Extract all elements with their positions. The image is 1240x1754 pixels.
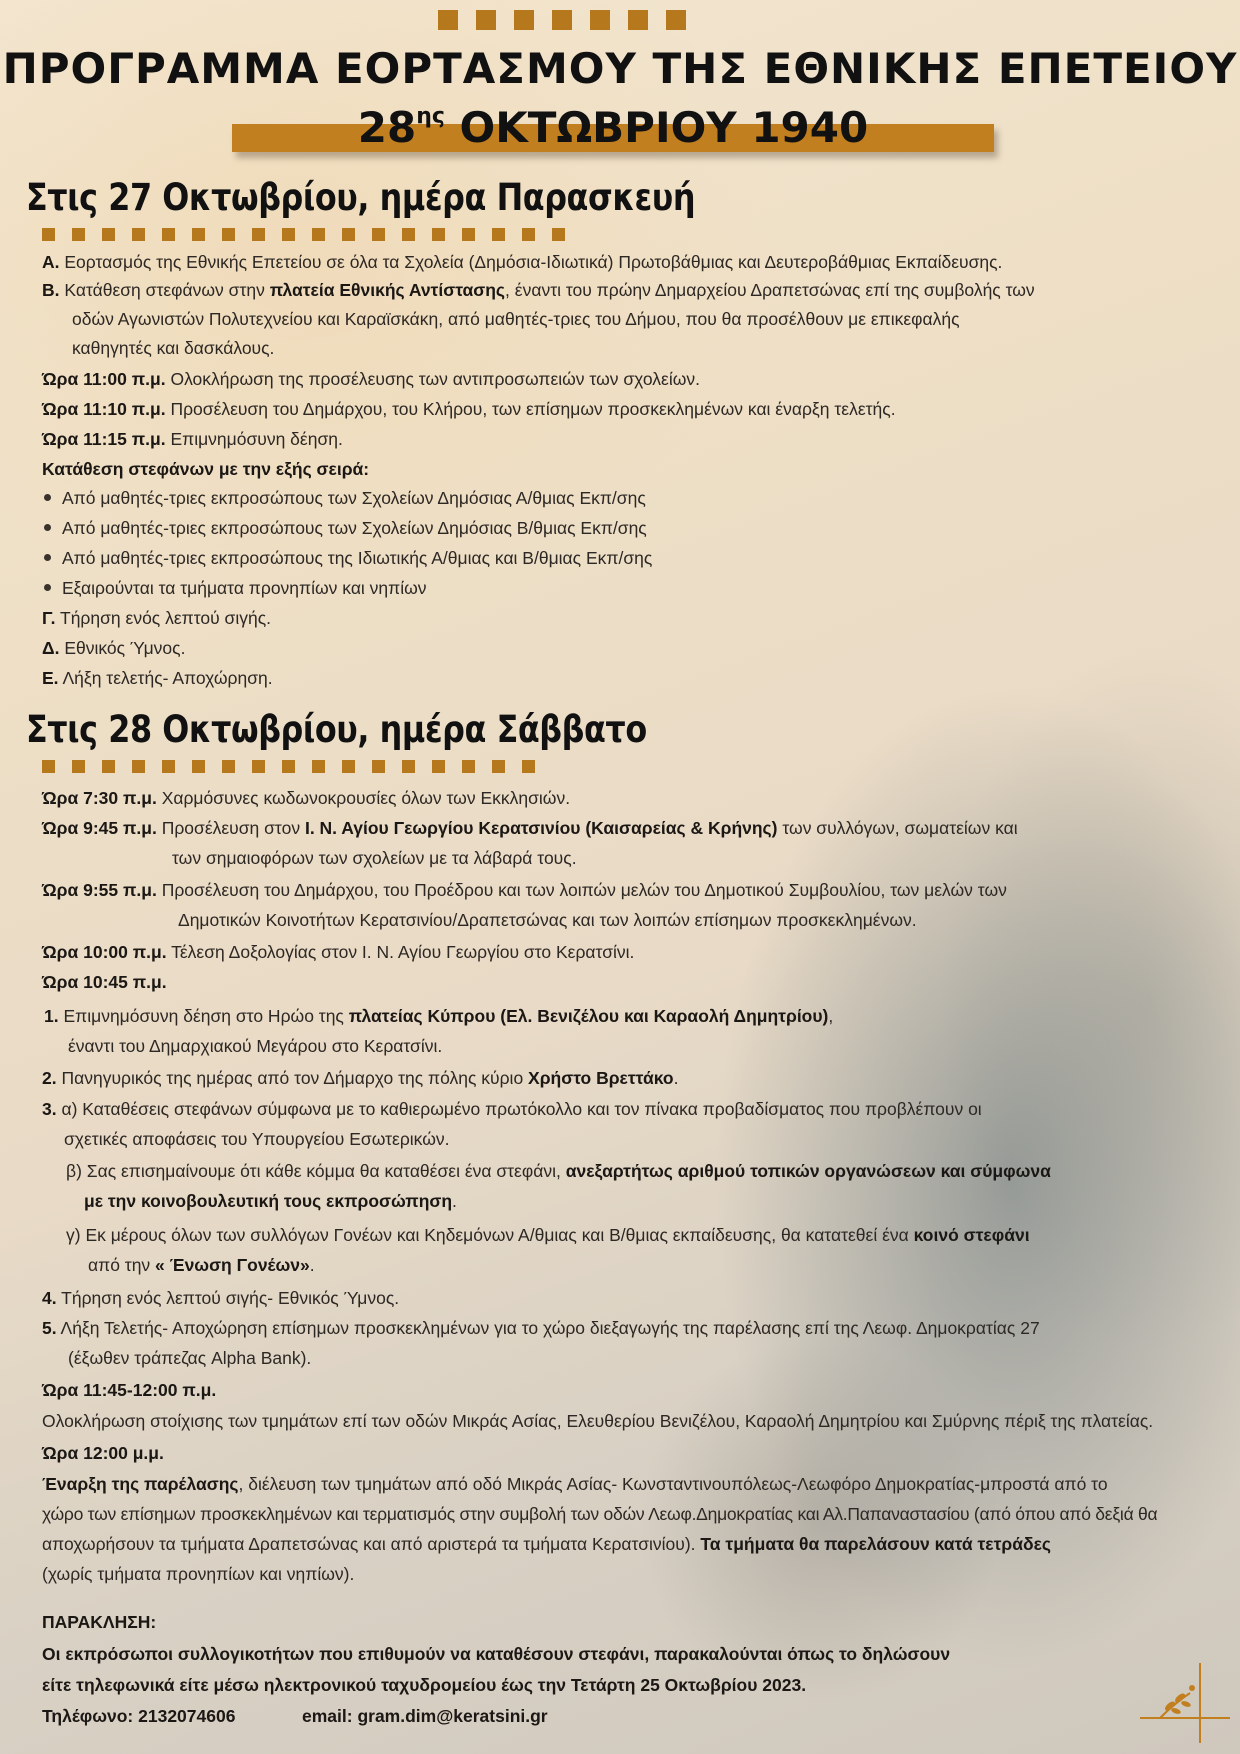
day1-time-3: Ώρα 11:15 π.μ. Επιμνημόσυνη δέηση. (42, 429, 343, 449)
day1-item-e: Ε. Λήξη τελετής- Αποχώρηση. (42, 668, 273, 688)
day2-time-7-line2: χώρο των επίσημων προσκεκλημένων και τερματισμός στην συμβολή των οδών Λεωφ.Δημοκρατίας και Αλ.Παπαναστασίου (από όπου από δεξιά θα (42, 1504, 1158, 1524)
day2-time-7-line3: αποχωρήσουν τα τμήματα Δραπετσώνας και από αριστερά τα τμήματα Κερατσινίου). Τα τμήματα θα παρελάσουν κατά τετράδες (42, 1534, 1052, 1554)
day2-time-3: Ώρα 9:55 π.μ. Προσέλευση του Δημάρχου, του Προέδρου και των λοιπών μελών του Δημοτικού Συμβουλίου, των μελών των (42, 880, 1007, 900)
day2-time-7: Ώρα 12:00 μ.μ. (42, 1443, 164, 1463)
page-subtitle: $28^{\eta\varsigma}$ ΟΚΤΩΒΡΙΟΥ 1940 (357, 103, 869, 152)
day2-item-3c-line2: από την « Ένωση Γονέων». (88, 1255, 315, 1275)
day1-item-a: Α. Εορτασμός της Εθνικής Επετείου σε όλα τα Σχολεία (Δημόσια-Ιδιωτικά) Πρωτοβάθμιας και Δευτεροβάθμιας Εκπαίδευσης. (42, 252, 1003, 272)
top-decoration (438, 10, 704, 30)
notice-line2: είτε τηλεφωνικά είτε μέσω ηλεκτρονικού ταχυδρομείου έως την Τετάρτη 25 Οκτωβρίου 2023. (42, 1675, 807, 1695)
day2-item-5: 5. Λήξη Τελετής- Αποχώρηση επίσημων προσκεκλημένων για το χώρο διεξαγωγής της παρέλασης επί της Λεωφ. Δημοκρατίας 27 (42, 1318, 1040, 1338)
day2-time-2-line2: των σημαιοφόρων των σχολείων με τα λάβαρά τους. (172, 848, 577, 868)
day2-time-6-text: Ολοκλήρωση στοίχισης των τμημάτων επί των οδών Μικράς Ασίας, Ελευθερίου Βενιζέλου, Καραολή Δημητρίου και Σμύρνης πέριξ της πλατείας. (42, 1411, 1154, 1431)
notice-heading: ΠΑΡΑΚΛΗΣΗ: (42, 1612, 157, 1632)
day1-item-d: Δ. Εθνικός Ύμνος. (42, 638, 186, 658)
day2-item-1: 1. Επιμνημόσυνη δέηση στο Ηρώο της πλατείας Κύπρου (Ελ. Βενιζέλου και Καραολή Δημητρίου), (44, 1006, 834, 1026)
notice-email: email: gram.dim@keratsini.gr (302, 1706, 548, 1726)
day1-divider (42, 228, 582, 241)
day2-item-3b-line2: με την κοινοβουλευτική τους εκπροσώπηση. (84, 1191, 457, 1211)
day2-item-1-line2: έναντι του Δημαρχιακού Μεγάρου στο Κερατσίνι. (68, 1036, 443, 1056)
day2-time-7-line4: (χωρίς τμήματα προνηπίων και νηπίων). (42, 1564, 355, 1584)
list-item: Από μαθητές-τριες εκπροσώπους της Ιδιωτικής Α/θμιας και Β/θμιας Εκπ/σης (44, 548, 652, 569)
list-item: Από μαθητές-τριες εκπροσώπους των Σχολείων Δημόσιας Α/θμιας Εκπ/σης (44, 488, 646, 509)
day2-item-3a-line2: σχετικές αποφάσεις του Υπουργείου Εσωτερικών. (64, 1129, 450, 1149)
list-item: Από μαθητές-τριες εκπροσώπους των Σχολείων Δημόσιας Β/θμιας Εκπ/σης (44, 518, 647, 539)
day1-item-b: Β. Κατάθεση στεφάνων στην πλατεία Εθνικής Αντίστασης, έναντι του πρώην Δημαρχείου Δραπετσώνας επί της συμβολής των (42, 280, 1035, 300)
day1-item-g: Γ. Τήρηση ενός λεπτού σιγής. (42, 608, 272, 628)
day2-divider (42, 760, 552, 773)
day1-heading: Στις 27 Οκτωβρίου, ημέρα Παρασκευή (26, 176, 696, 219)
day2-time-3-line2: Δημοτικών Κοινοτήτων Κερατσινίου/Δραπετσώνας και των λοιπών επίσημων προσκεκλημένων. (178, 910, 917, 930)
day2-time-6: Ώρα 11:45-12:00 π.μ. (42, 1380, 217, 1400)
day1-time-1: Ώρα 11:00 π.μ. Ολοκλήρωση της προσέλευσης των αντιπροσωπειών των σχολείων. (42, 369, 700, 389)
day1-order-heading: Κατάθεση στεφάνων με την εξής σειρά: (42, 459, 370, 479)
day1-item-b-line3: καθηγητές και δασκάλους. (72, 338, 275, 358)
olive-branch-logo-icon (1140, 1648, 1230, 1743)
day2-item-2: 2. Πανηγυρικός της ημέρας από τον Δήμαρχο της πόλης κύριο Χρήστο Βρεττάκο. (42, 1068, 679, 1088)
day2-time-2: Ώρα 9:45 π.μ. Προσέλευση στον Ι. Ν. Αγίου Γεωργίου Κερατσινίου (Καισαρείας & Κρήνης) των συλλόγων, σωματείων και (42, 818, 1018, 838)
day2-time-4: Ώρα 10:00 π.μ. Τέλεση Δοξολογίας στον Ι. Ν. Αγίου Γεωργίου στο Κερατσίνι. (42, 942, 635, 962)
day2-item-3c: γ) Εκ μέρους όλων των συλλόγων Γονέων και Κηδεμόνων Α/θμιας και Β/θμιας εκπαίδευσης, θα κατατεθεί ένα κοινό στεφάνι (66, 1225, 1030, 1245)
day1-time-2: Ώρα 11:10 π.μ. Προσέλευση του Δημάρχου, του Κλήρου, των επίσημων προσκεκλημένων και έναρξη τελετής. (42, 399, 896, 419)
day2-time-5: Ώρα 10:45 π.μ. (42, 972, 167, 992)
day2-item-3a: 3. α) Καταθέσεις στεφάνων σύμφωνα με το καθιερωμένο πρωτόκολλο και τον πίνακα προβαδίσματος που προβλέπουν οι (42, 1099, 982, 1119)
day2-item-4: 4. Τήρηση ενός λεπτού σιγής- Εθνικός Ύμνος. (42, 1288, 400, 1308)
notice-phone: Τηλέφωνο: 2132074606 (42, 1706, 236, 1726)
day2-time-1: Ώρα 7:30 π.μ. Χαρμόσυνες κωδωνοκρουσίες όλων των Εκκλησιών. (42, 788, 571, 808)
day2-time-7-text: Έναρξη της παρέλασης, διέλευση των τμημάτων από οδό Μικράς Ασίας- Κωνσταντινουπόλεως-Λεωφόρο Δημοκρατίας-μπροστά από το (42, 1474, 1108, 1494)
day2-item-5-line2: (έξωθεν τράπεζας Alpha Bank). (68, 1348, 312, 1368)
notice-line1: Οι εκπρόσωποι συλλογικοτήτων που επιθυμούν να καταθέσουν στεφάνι, παρακαλούνται όπως το δηλώσουν (42, 1644, 951, 1664)
day1-item-b-line2: οδών Αγωνιστών Πολυτεχνείου και Καραϊσκάκη, από μαθητές-τριες του Δήμου, που θα προσέλθουν με επικεφαλής (72, 309, 960, 329)
list-item: Εξαιρούνται τα τμήματα προνηπίων και νηπίων (44, 578, 427, 599)
day2-item-3b: β) Σας επισημαίνουμε ότι κάθε κόμμα θα καταθέσει ένα στεφάνι, ανεξαρτήτως αριθμού τοπικών οργανώσεων και σύμφωνα (66, 1161, 1051, 1181)
day2-heading: Στις 28 Οκτωβρίου, ημέρα Σάββατο (26, 708, 647, 751)
page-title: ΠΡΟΓΡΑΜΜΑ ΕΟΡΤΑΣΜΟΥ ΤΗΣ ΕΘΝΙΚΗΣ ΕΠΕΤΕΙΟΥ (2, 44, 1238, 93)
